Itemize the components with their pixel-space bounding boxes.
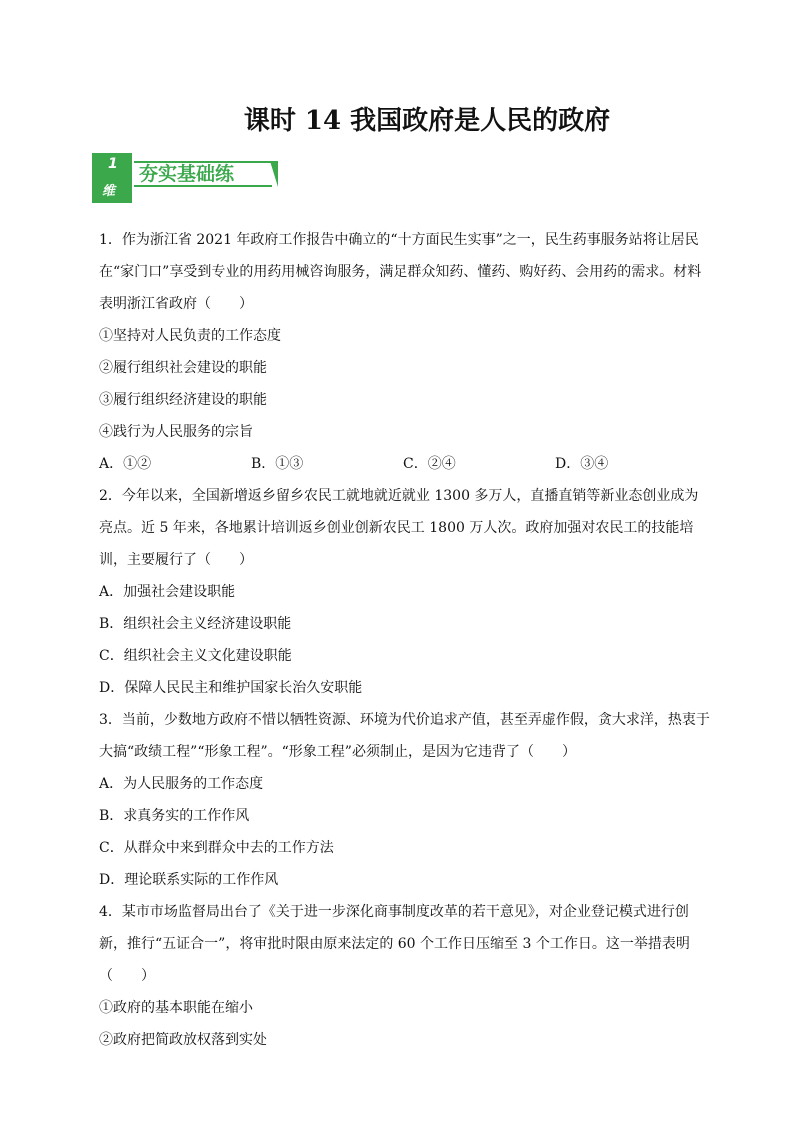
question-3-option-a[interactable]: A．为人民服务的工作态度	[99, 776, 264, 792]
question-2-option-d[interactable]: D．保障人民民主和维护国家长治久安职能	[99, 680, 363, 696]
section-corner-decoration	[270, 161, 278, 187]
choice-a[interactable]: A．①②	[99, 456, 152, 472]
question-1-item: ②履行组织社会建设的职能	[99, 360, 267, 376]
question-4-item: ①政府的基本职能在缩小	[99, 1000, 253, 1016]
page-title: 课时 14 我国政府是人民的政府	[243, 106, 611, 136]
question-3-option-d[interactable]: D．理论联系实际的工作作风	[99, 872, 279, 888]
question-1-choices	[99, 448, 712, 480]
question-4-stem: 4．某市市场监督局出台了《关于进一步深化商事制度改革的若干意见》，对企业登记模式进行创新，推行“五证合一”，将审批时限由原来法定的 60 个工作日压缩至 3 个工作日。这一举措表明（ ）	[99, 904, 690, 984]
question-4-item: ②政府把简政放权落到实处	[99, 1032, 267, 1048]
section-label: 夯实基础练	[139, 163, 235, 185]
section-label-box	[134, 161, 272, 187]
question-2-option-a[interactable]: A．加强社会建设职能	[99, 584, 236, 600]
section-number-block	[92, 153, 132, 203]
section-badge	[92, 153, 284, 203]
question-2-stem: 2．今年以来，全国新增返乡留乡农民工就地就近就业 1300 多万人，直播直销等新业态创业成为亮点。近 5 年来，各地累计培训返乡创业创新农民工 1800 万人次。政府加强对农民工的技能培训，主要履行了（ ）	[99, 488, 699, 568]
section-number: 1	[108, 156, 118, 172]
question-2-option-c[interactable]: C．组织社会主义文化建设职能	[99, 648, 292, 664]
question-list	[99, 224, 712, 1056]
choice-c[interactable]: C．②④	[403, 456, 456, 472]
section-number-suffix: 维	[102, 184, 116, 199]
choice-d[interactable]: D．③④	[555, 456, 609, 472]
question-1-stem: 1．作为浙江省 2021 年政府工作报告中确立的“十方面民生实事”之一，民生药事服务站将让居民在“家门口”享受到专业的用药用械咨询服务，满足群众知药、懂药、购好药、会用药的需求。材料表明浙江省政府（ ）	[99, 232, 702, 312]
question-1-item: ①坚持对人民负责的工作态度	[99, 328, 281, 344]
question-3-option-c[interactable]: C．从群众中来到群众中去的工作方法	[99, 840, 334, 856]
question-2-option-b[interactable]: B．组织社会主义经济建设职能	[99, 616, 292, 632]
question-3-stem: 3．当前，少数地方政府不惜以牺牲资源、环境为代价追求产值，甚至弄虚作假，贪大求洋，热衷于大搞“政绩工程”“形象工程”。“形象工程”必须制止，是因为它违背了（ ）	[99, 712, 710, 760]
question-1-item: ③履行组织经济建设的职能	[99, 392, 267, 408]
question-3-option-b[interactable]: B．求真务实的工作作风	[99, 808, 250, 824]
choice-b[interactable]: B．①③	[251, 456, 304, 472]
question-1-item: ④践行为人民服务的宗旨	[99, 424, 253, 440]
